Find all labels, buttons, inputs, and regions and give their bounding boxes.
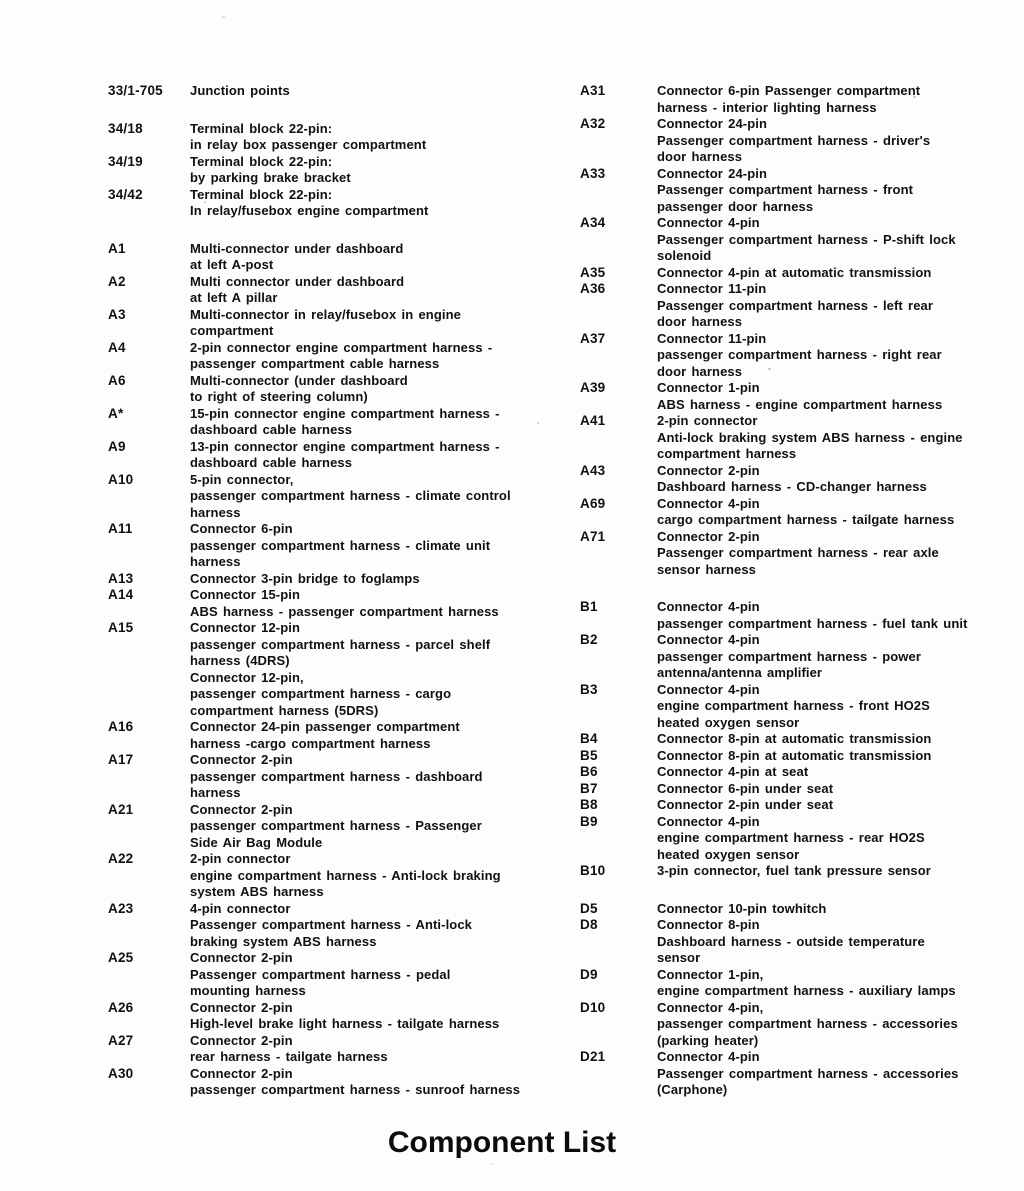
description-line: In relay/fusebox engine compartment xyxy=(190,203,429,218)
component-description xyxy=(190,373,573,406)
description-line: passenger compartment harness - climate unit xyxy=(190,537,491,553)
component-description xyxy=(657,863,1010,880)
description-line: compartment harness xyxy=(657,446,797,461)
component-entry xyxy=(580,496,1010,529)
description-line: ABS harness - passenger compartment harness xyxy=(190,603,499,619)
component-entry xyxy=(580,413,1010,463)
component-code: 34/19 xyxy=(108,153,143,169)
component-description xyxy=(190,472,573,522)
description-line: 15-pin connector engine compartment harness - xyxy=(190,405,500,421)
component-entry xyxy=(580,901,1010,918)
component-code: A9 xyxy=(108,438,126,454)
component-code: A69 xyxy=(580,495,606,511)
component-entry xyxy=(580,917,1010,967)
component-code: A37 xyxy=(580,330,606,346)
description-line: antenna/antenna amplifier xyxy=(657,665,823,680)
component-entry xyxy=(108,373,573,406)
component-description xyxy=(657,748,1010,765)
description-line: Multi-connector in relay/fusebox in engine xyxy=(190,306,461,322)
component-code: B5 xyxy=(580,747,598,763)
description-line: passenger compartment harness - cargo xyxy=(190,686,452,701)
component-description xyxy=(657,529,1010,579)
component-description xyxy=(190,901,573,951)
component-code: A71 xyxy=(580,528,606,544)
component-entry xyxy=(108,521,573,571)
component-code: 33/1-705 xyxy=(108,83,163,98)
component-column-left xyxy=(108,83,573,1099)
component-description xyxy=(190,670,573,720)
component-description xyxy=(190,241,573,274)
component-entry xyxy=(580,529,1010,579)
component-code: D9 xyxy=(580,966,598,982)
component-entry xyxy=(108,1000,573,1033)
component-code: A21 xyxy=(108,801,134,817)
description-line: Connector 2-pin under seat xyxy=(657,797,834,812)
component-code: B6 xyxy=(580,764,598,779)
component-description xyxy=(190,521,573,571)
component-code: A27 xyxy=(108,1032,134,1048)
component-code: 34/42 xyxy=(108,186,143,202)
description-line: passenger compartment harness - power xyxy=(657,648,921,664)
component-code: A13 xyxy=(108,570,134,586)
description-line: Side Air Bag Module xyxy=(190,834,323,850)
component-code: A17 xyxy=(108,752,134,767)
component-code: B9 xyxy=(580,813,598,829)
description-line: Passenger compartment harness - Anti-lock xyxy=(190,917,472,932)
component-entry xyxy=(108,154,573,187)
scan-speck xyxy=(537,422,539,424)
description-line: at left A-post xyxy=(190,257,274,272)
component-code: B2 xyxy=(580,632,598,647)
component-entry xyxy=(108,670,573,720)
component-entry xyxy=(108,83,573,100)
description-line: passenger compartment harness - Passenger xyxy=(190,818,482,833)
description-line: at left A pillar xyxy=(190,290,278,305)
component-description xyxy=(657,901,1010,918)
component-description xyxy=(190,571,573,588)
description-line: dashboard cable harness xyxy=(190,455,353,470)
description-line: harness xyxy=(190,785,241,800)
component-entry xyxy=(108,851,573,901)
component-description xyxy=(657,166,1010,216)
component-entry xyxy=(580,83,1010,116)
component-code: A3 xyxy=(108,306,126,322)
component-description xyxy=(657,380,1010,413)
component-description xyxy=(657,413,1010,463)
component-description xyxy=(657,632,1010,682)
description-line: Terminal block 22-pin: xyxy=(190,186,333,202)
description-line: sensor xyxy=(657,950,701,965)
component-code: D5 xyxy=(580,900,598,916)
description-line: Dashboard harness - outside temperature xyxy=(657,933,925,949)
component-entry xyxy=(108,307,573,340)
description-line: to right of steering column) xyxy=(190,389,368,404)
component-description xyxy=(657,682,1010,732)
description-line: harness xyxy=(190,554,241,569)
component-code: A16 xyxy=(108,719,134,734)
component-code: A* xyxy=(108,405,124,421)
component-code: A25 xyxy=(108,950,134,965)
component-description xyxy=(657,797,1010,814)
description-line: engine compartment harness - rear HO2S xyxy=(657,830,925,845)
component-code: A23 xyxy=(108,900,134,916)
description-line: harness xyxy=(190,504,241,520)
component-description xyxy=(190,719,573,752)
description-line: Connector 4-pin xyxy=(657,599,760,614)
component-code: A30 xyxy=(108,1065,134,1081)
description-line: compartment xyxy=(190,323,274,338)
component-entry xyxy=(108,587,573,620)
description-line: Connector 24-pin xyxy=(657,116,767,131)
description-line: Connector 4-pin at automatic transmission xyxy=(657,264,932,280)
description-line: Connector 1-pin, xyxy=(657,966,764,982)
component-code: B1 xyxy=(580,599,598,614)
description-line: Dashboard harness - CD-changer harness xyxy=(657,479,927,494)
description-line: Multi-connector (under dashboard xyxy=(190,372,408,388)
component-description xyxy=(657,265,1010,282)
description-line: (Carphone) xyxy=(657,1082,728,1097)
component-description xyxy=(190,620,573,670)
description-line: harness - interior lighting harness xyxy=(657,99,877,115)
component-description xyxy=(657,331,1010,381)
description-line: passenger compartment harness - accessories xyxy=(657,1016,958,1031)
component-entry xyxy=(580,1000,1010,1050)
component-entry xyxy=(580,1049,1010,1099)
component-description xyxy=(657,83,1010,116)
description-line: Connector 12-pin xyxy=(190,620,300,635)
component-description xyxy=(190,752,573,802)
description-line: harness (4DRS) xyxy=(190,653,290,668)
description-line: Connector 8-pin xyxy=(657,917,760,932)
description-line: Connector 4-pin xyxy=(657,681,760,697)
description-line: compartment harness (5DRS) xyxy=(190,702,379,718)
component-code: A34 xyxy=(580,215,606,230)
component-description xyxy=(190,851,573,901)
component-code: A11 xyxy=(108,521,133,536)
component-description xyxy=(657,599,1010,632)
description-line: passenger compartment harness - fuel tank unit xyxy=(657,615,968,631)
component-code: A14 xyxy=(108,587,134,602)
component-entry xyxy=(580,731,1010,748)
component-code: A33 xyxy=(580,165,606,181)
component-code: A6 xyxy=(108,372,126,388)
component-code: D10 xyxy=(580,999,606,1015)
description-line: Connector 2-pin xyxy=(657,462,760,478)
description-line: 2-pin connector xyxy=(190,851,291,866)
description-line: 2-pin connector engine compartment harness - xyxy=(190,339,493,355)
component-code: A15 xyxy=(108,620,134,635)
description-line: Connector 4-pin xyxy=(657,632,760,647)
component-entry xyxy=(108,472,573,522)
description-line: 4-pin connector xyxy=(190,900,291,916)
description-line: door harness xyxy=(657,149,743,164)
description-line: passenger compartment harness - sunroof harness xyxy=(190,1082,521,1097)
component-entry xyxy=(580,380,1010,413)
component-entry xyxy=(580,967,1010,1000)
description-line: Multi-connector under dashboard xyxy=(190,240,404,256)
description-line: ABS harness - engine compartment harness xyxy=(657,396,943,412)
component-entry xyxy=(108,1066,573,1099)
component-entry xyxy=(580,331,1010,381)
description-line: passenger compartment harness - parcel shelf xyxy=(190,636,491,652)
component-entry xyxy=(580,748,1010,765)
description-line: Connector 6-pin xyxy=(190,521,293,536)
component-entry xyxy=(580,463,1010,496)
description-line: Connector 10-pin towhitch xyxy=(657,900,827,916)
description-line: passenger compartment harness - climate control xyxy=(190,488,511,503)
component-entry xyxy=(580,863,1010,880)
component-code: A26 xyxy=(108,999,134,1015)
component-code: A36 xyxy=(580,281,606,296)
component-entry xyxy=(580,814,1010,864)
component-code: A4 xyxy=(108,339,126,355)
description-line: Connector 4-pin, xyxy=(657,999,764,1015)
description-line: Connector 2-pin xyxy=(190,1065,293,1081)
component-description xyxy=(190,1000,573,1033)
description-line: Connector 15-pin xyxy=(190,587,300,602)
component-entry xyxy=(108,439,573,472)
component-description xyxy=(190,274,573,307)
description-line: door harness xyxy=(657,314,743,329)
component-code: B10 xyxy=(580,863,606,878)
component-entry xyxy=(108,752,573,802)
component-entry xyxy=(580,781,1010,798)
component-entry xyxy=(580,682,1010,732)
description-line: Connector 6-pin Passenger compartment xyxy=(657,83,921,98)
component-code: 34/18 xyxy=(108,120,143,136)
component-description xyxy=(190,1033,573,1066)
component-entry xyxy=(108,187,573,220)
component-description xyxy=(657,463,1010,496)
description-line: Connector 8-pin at automatic transmission xyxy=(657,731,932,746)
description-line: system ABS harness xyxy=(190,884,324,899)
description-line: Connector 4-pin at seat xyxy=(657,764,809,779)
component-description xyxy=(190,83,573,100)
description-line: (parking heater) xyxy=(657,1032,759,1048)
description-line: in relay box passenger compartment xyxy=(190,137,427,152)
description-line: heated oxygen sensor xyxy=(657,846,800,862)
description-line: Connector 4-pin xyxy=(657,215,760,230)
component-code: A31 xyxy=(580,83,606,98)
description-line: passenger compartment cable harness xyxy=(190,356,440,371)
description-line: Connector 4-pin xyxy=(657,495,760,511)
component-entry xyxy=(580,281,1010,331)
component-description xyxy=(190,1066,573,1099)
description-line: passenger compartment harness - right rear xyxy=(657,347,942,362)
description-line: Junction points xyxy=(190,83,290,98)
description-line: Passenger compartment harness - rear axle xyxy=(657,545,939,560)
description-line: Connector 8-pin at automatic transmission xyxy=(657,747,932,763)
component-description xyxy=(657,764,1010,781)
component-code: A39 xyxy=(580,380,606,395)
description-line: 3-pin connector, fuel tank pressure sensor xyxy=(657,863,931,878)
component-entry xyxy=(580,632,1010,682)
component-entry xyxy=(580,265,1010,282)
component-description xyxy=(190,950,573,1000)
description-line: Passenger compartment harness - front xyxy=(657,182,914,197)
page-title: Component List xyxy=(387,1126,617,1159)
description-line: rear harness - tailgate harness xyxy=(190,1049,388,1064)
description-line: Passenger compartment harness - pedal xyxy=(190,966,451,982)
component-description xyxy=(657,215,1010,265)
description-line: door harness xyxy=(657,363,743,379)
component-entry xyxy=(580,166,1010,216)
component-description xyxy=(190,307,573,340)
description-line: Connector 24-pin passenger compartment xyxy=(190,719,460,734)
component-description xyxy=(657,814,1010,864)
component-code: A2 xyxy=(108,273,126,289)
description-line: engine compartment harness - auxiliary lamps xyxy=(657,983,956,998)
component-description xyxy=(657,917,1010,967)
description-line: Connector 2-pin xyxy=(190,752,293,767)
component-entry xyxy=(580,599,1010,632)
description-line: Terminal block 22-pin: xyxy=(190,120,333,136)
component-description xyxy=(190,587,573,620)
description-line: Passenger compartment harness - P-shift lock xyxy=(657,231,956,247)
description-line: Connector 6-pin under seat xyxy=(657,780,834,796)
component-entry xyxy=(108,571,573,588)
scan-speck xyxy=(913,96,916,98)
component-code: D8 xyxy=(580,917,598,932)
component-entry xyxy=(108,406,573,439)
component-description xyxy=(657,731,1010,748)
description-line: passenger door harness xyxy=(657,198,814,214)
component-entry xyxy=(580,116,1010,166)
component-entry xyxy=(108,1033,573,1066)
description-line: Connector 2-pin xyxy=(190,1032,293,1048)
component-description xyxy=(190,121,573,154)
description-line: Connector 24-pin xyxy=(657,165,767,181)
description-line: Connector 11-pin xyxy=(657,281,767,296)
description-line: Connector 11-pin xyxy=(657,330,767,346)
component-code: B7 xyxy=(580,780,598,796)
component-entry xyxy=(108,901,573,951)
description-line: Passenger compartment harness - left rear xyxy=(657,297,934,313)
component-entry xyxy=(108,719,573,752)
description-line: Multi connector under dashboard xyxy=(190,273,405,289)
component-entry xyxy=(108,950,573,1000)
component-entry xyxy=(108,802,573,852)
component-code: A41 xyxy=(580,413,606,428)
scan-speck xyxy=(222,16,225,18)
description-line: by parking brake bracket xyxy=(190,170,351,185)
component-description xyxy=(190,154,573,187)
description-line: Terminal block 22-pin: xyxy=(190,153,333,169)
component-column-right xyxy=(580,83,1010,1099)
description-line: Connector 2-pin xyxy=(657,528,760,544)
description-line: 13-pin connector engine compartment harness - xyxy=(190,438,500,454)
component-entry xyxy=(108,340,573,373)
scan-speck xyxy=(768,368,771,370)
component-code: B4 xyxy=(580,731,598,746)
component-code: A35 xyxy=(580,264,606,280)
description-line: Connector 2-pin xyxy=(190,999,293,1015)
description-line: Connector 4-pin xyxy=(657,813,760,829)
description-line: High-level brake light harness - tailgate harness xyxy=(190,1016,500,1031)
description-line: solenoid xyxy=(657,248,712,263)
component-code: A10 xyxy=(108,471,134,487)
description-line: Connector 1-pin xyxy=(657,380,760,395)
component-description xyxy=(657,781,1010,798)
component-description xyxy=(657,281,1010,331)
component-description xyxy=(190,406,573,439)
component-entry xyxy=(580,764,1010,781)
component-description xyxy=(657,116,1010,166)
description-line: mounting harness xyxy=(190,983,306,998)
scan-speck xyxy=(491,1163,493,1165)
description-line: engine compartment harness - front HO2S xyxy=(657,698,930,713)
description-line: passenger compartment harness - dashboard xyxy=(190,768,483,784)
description-line: 2-pin connector xyxy=(657,413,758,428)
component-code: A43 xyxy=(580,462,606,478)
description-line: Passenger compartment harness - accessories xyxy=(657,1065,959,1081)
component-description xyxy=(657,496,1010,529)
component-code: D21 xyxy=(580,1049,606,1064)
description-line: Connector 2-pin xyxy=(190,950,293,965)
component-description xyxy=(657,967,1010,1000)
description-line: 5-pin connector, xyxy=(190,471,294,487)
component-entry xyxy=(108,620,573,670)
component-entry xyxy=(108,121,573,154)
component-description xyxy=(190,439,573,472)
description-line: dashboard cable harness xyxy=(190,422,353,437)
description-line: Passenger compartment harness - driver's xyxy=(657,132,931,148)
description-line: Connector 12-pin, xyxy=(190,669,304,685)
component-description xyxy=(657,1049,1010,1099)
component-description xyxy=(657,1000,1010,1050)
component-code: A22 xyxy=(108,851,134,866)
component-code: B3 xyxy=(580,681,598,697)
description-line: Connector 3-pin bridge to foglamps xyxy=(190,570,420,586)
component-description xyxy=(190,187,573,220)
component-entry xyxy=(108,241,573,274)
component-code: A32 xyxy=(580,116,606,131)
component-description xyxy=(190,802,573,852)
description-line: engine compartment harness - Anti-lock braking xyxy=(190,867,501,883)
component-code: A1 xyxy=(108,240,126,256)
description-line: Connector 2-pin xyxy=(190,801,293,817)
scan-speck xyxy=(204,201,206,203)
component-entry xyxy=(108,274,573,307)
component-code: B8 xyxy=(580,797,598,812)
description-line: cargo compartment harness - tailgate harness xyxy=(657,512,955,527)
description-line: heated oxygen sensor xyxy=(657,714,800,730)
description-line: Anti-lock braking system ABS harness - engine xyxy=(657,429,963,445)
component-entry xyxy=(580,215,1010,265)
component-description xyxy=(190,340,573,373)
component-entry xyxy=(580,797,1010,814)
description-line: Connector 4-pin xyxy=(657,1049,760,1064)
description-line: sensor harness xyxy=(657,561,757,577)
description-line: harness -cargo compartment harness xyxy=(190,735,431,751)
description-line: braking system ABS harness xyxy=(190,933,377,949)
